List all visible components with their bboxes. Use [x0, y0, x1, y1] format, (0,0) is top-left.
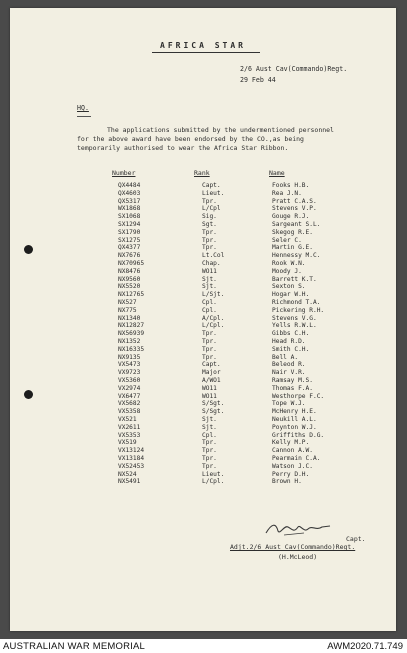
personnel-row: [10, 393, 396, 401]
service-number: QX4484: [118, 182, 141, 189]
rank: Tpr.: [202, 345, 217, 353]
signature-name: (H.McLeod): [278, 553, 318, 561]
personnel-row: [10, 447, 396, 455]
rank: Tpr.: [202, 462, 217, 470]
name: Rea J.N.: [272, 189, 302, 197]
name: Brown H.: [272, 478, 302, 486]
unit-heading: 2/6 Aust Cav(Commando)Regt.: [240, 65, 348, 73]
service-number: VX6477: [118, 392, 141, 400]
service-number: VX52453: [118, 462, 145, 470]
personnel-row: [10, 463, 396, 471]
service-number: VX13124: [118, 447, 145, 455]
rank: Tpr.: [202, 236, 217, 244]
personnel-row: [10, 221, 396, 229]
personnel-row: [10, 182, 396, 190]
rank: S/Sgt.: [202, 400, 225, 408]
personnel-row: [10, 315, 396, 323]
personnel-row: [10, 354, 396, 362]
name: Beleod R.: [272, 361, 306, 369]
service-number: NX70965: [118, 260, 145, 267]
rank: Sjt.: [202, 283, 217, 291]
name: Bell A.: [272, 353, 299, 361]
rank: WO11: [202, 384, 217, 392]
name: Pratt C.A.S.: [272, 197, 317, 205]
name: Poynton W.J.: [272, 423, 317, 431]
personnel-row: [10, 408, 396, 416]
name: Skegog R.E.: [272, 228, 313, 236]
service-number: VX5360: [118, 377, 141, 384]
personnel-row: [10, 268, 396, 276]
footer-source: AUSTRALIAN WAR MEMORIAL: [3, 641, 146, 652]
hq-dash: [77, 116, 91, 117]
name: Gibbs C.H.: [272, 330, 310, 338]
name: Barrett K.T.: [272, 275, 317, 283]
hq-label: HQ.: [77, 104, 89, 112]
rank: Lieut.: [202, 470, 225, 478]
rank: Sjt.: [202, 275, 217, 283]
rank: L/Cpl.: [202, 322, 225, 330]
name: Griffiths D.G.: [272, 431, 325, 439]
service-number: VX2611: [118, 423, 141, 431]
service-number: NX56939: [118, 330, 145, 338]
personnel-row: [10, 330, 396, 338]
personnel-row: [10, 244, 396, 252]
service-number: QX4603: [118, 189, 141, 197]
name: Kelly M.P.: [272, 439, 310, 447]
rank: WO11: [202, 392, 217, 400]
name: Neukill A.L.: [272, 416, 317, 423]
personnel-row: [10, 291, 396, 299]
name: Cannon A.W.: [272, 447, 313, 455]
service-number: NX8476: [118, 267, 141, 275]
paragraph-line: temporarily authorised to wear the Africa Star Ribbon.: [77, 144, 289, 152]
service-number: SX1275: [118, 236, 141, 244]
service-number: NX12765: [118, 291, 145, 299]
rank: Sjt.: [202, 416, 217, 423]
name: Rook W.N.: [272, 260, 306, 267]
personnel-row: [10, 361, 396, 369]
service-number: QX5317: [118, 197, 141, 205]
personnel-row: [10, 416, 396, 424]
rank: Tpr.: [202, 197, 217, 205]
document-date: 29 Feb 44: [240, 76, 276, 84]
document-page: [10, 8, 396, 631]
name: Moody J.: [272, 267, 302, 275]
service-number: VX2974: [118, 384, 141, 392]
rank: Lieut.: [202, 189, 225, 197]
rank: Major: [202, 369, 221, 377]
service-number: NX775: [118, 306, 137, 314]
name: Watson J.C.: [272, 462, 313, 470]
service-number: VX13184: [118, 455, 145, 462]
name: Head R.D.: [272, 338, 306, 345]
rank: L/Sjt.: [202, 291, 225, 299]
rank: Capt.: [202, 182, 221, 189]
service-number: WX1868: [118, 205, 141, 213]
name: Yells R.W.L.: [272, 322, 317, 330]
name: Hennessy M.C.: [272, 252, 321, 260]
personnel-row: [10, 198, 396, 206]
rank: A/Cpl.: [202, 314, 225, 322]
name: Sexton S.: [272, 283, 306, 291]
footer-bar: [0, 639, 407, 653]
rank: Tpr.: [202, 228, 217, 236]
service-number: NX9560: [118, 275, 141, 283]
personnel-row: [10, 338, 396, 346]
rank: L/Cpl.: [202, 478, 225, 486]
service-number: VX521: [118, 416, 137, 423]
personnel-row: [10, 400, 396, 408]
name: Seler C.: [272, 236, 302, 244]
name: Pearmain C.A.: [272, 455, 321, 462]
rank: Sgt.: [202, 221, 217, 228]
name: Stevens V.P.: [272, 205, 317, 213]
personnel-row: [10, 276, 396, 284]
name: Tope W.J.: [272, 400, 306, 408]
personnel-row: [10, 190, 396, 198]
service-number: NX5491: [118, 478, 141, 486]
service-number: VX5358: [118, 408, 141, 416]
paragraph-line: The applications submitted by the undermentioned personnel: [107, 126, 334, 134]
rank: Cpl.: [202, 431, 217, 439]
personnel-row: [10, 432, 396, 440]
name: Ramsay M.S.: [272, 377, 313, 384]
service-number: NX527: [118, 299, 137, 306]
column-header-rank: Rank: [194, 169, 210, 177]
rank: Capt.: [202, 361, 221, 369]
rank: Sjt.: [202, 423, 217, 431]
personnel-row: [10, 424, 396, 432]
personnel-row: [10, 213, 396, 221]
personnel-row: [10, 455, 396, 463]
name: Thomas F.A.: [272, 384, 313, 392]
personnel-row: [10, 439, 396, 447]
service-number: QX4377: [118, 244, 141, 252]
service-number: VX5353: [118, 431, 141, 439]
name: Sargeant S.L.: [272, 221, 321, 228]
rank: L/Cpl: [202, 205, 221, 213]
rank: A/WO1: [202, 377, 221, 384]
personnel-row: [10, 299, 396, 307]
paragraph-line: for the above award have been endorsed by the CO.,as being: [77, 135, 304, 143]
service-number: VX5682: [118, 400, 141, 408]
name: Smith C.H.: [272, 345, 310, 353]
rank: Lt.Col: [202, 252, 225, 260]
column-header-number: Number: [112, 169, 136, 177]
rank: Tpr.: [202, 330, 217, 338]
personnel-row: [10, 385, 396, 393]
service-number: SX1294: [118, 221, 141, 228]
rank: Sig.: [202, 213, 217, 221]
footer-reference: AWM2020.71.749: [327, 641, 403, 652]
body-paragraph: [77, 126, 387, 153]
service-number: VX5473: [118, 361, 141, 369]
name: Westhorpe F.C.: [272, 392, 325, 400]
rank: Chap.: [202, 260, 221, 267]
personnel-row: [10, 369, 396, 377]
service-number: VX519: [118, 439, 137, 447]
rank: Tpr.: [202, 439, 217, 447]
service-number: NX16335: [118, 345, 145, 353]
name: Hogar W.H.: [272, 291, 310, 299]
service-number: NX9135: [118, 353, 141, 361]
rank: Tpr.: [202, 455, 217, 462]
rank: Tpr.: [202, 244, 217, 252]
personnel-row: [10, 260, 396, 268]
signature-title: Adjt.2/6 Aust Cav(Commando)Regt.: [230, 543, 356, 551]
personnel-row: [10, 283, 396, 291]
name: McHenry H.E.: [272, 408, 317, 416]
personnel-row: [10, 237, 396, 245]
name: Martin G.E.: [272, 244, 313, 252]
service-number: NX12827: [118, 322, 145, 330]
service-number: NX5520: [118, 283, 141, 291]
rank: Tpr.: [202, 338, 217, 345]
rank: WO11: [202, 267, 217, 275]
name: Stevens V.G.: [272, 314, 317, 322]
service-number: NX1340: [118, 314, 141, 322]
personnel-row: [10, 471, 396, 479]
service-number: SX1068: [118, 213, 141, 221]
document-title: AFRICA STAR: [160, 41, 246, 50]
service-number: SX1790: [118, 228, 141, 236]
personnel-row: [10, 307, 396, 315]
personnel-row: [10, 252, 396, 260]
column-header-name: Name: [269, 169, 285, 177]
service-number: NX524: [118, 470, 137, 478]
personnel-row: [10, 478, 396, 486]
name: Pickering R.H.: [272, 306, 325, 314]
rank: Tpr.: [202, 447, 217, 455]
rank: S/Sgt.: [202, 408, 225, 416]
personnel-row: [10, 205, 396, 213]
personnel-row: [10, 322, 396, 330]
rank: Cpl.: [202, 306, 217, 314]
signature-rank: Capt.: [346, 535, 366, 543]
signature-scrawl: [264, 521, 334, 537]
title-underline: [152, 52, 260, 53]
personnel-row: [10, 346, 396, 354]
rank: Tpr.: [202, 353, 217, 361]
rank: Cpl.: [202, 299, 217, 306]
service-number: NX1352: [118, 338, 141, 345]
name: Richmond T.A.: [272, 299, 321, 306]
personnel-row: [10, 377, 396, 385]
name: Nair V.R.: [272, 369, 306, 377]
personnel-row: [10, 229, 396, 237]
name: Gouge R.J.: [272, 213, 310, 221]
service-number: NX7676: [118, 252, 141, 260]
name: Perry D.H.: [272, 470, 310, 478]
service-number: VX9723: [118, 369, 141, 377]
name: Fooks H.B.: [272, 182, 310, 189]
